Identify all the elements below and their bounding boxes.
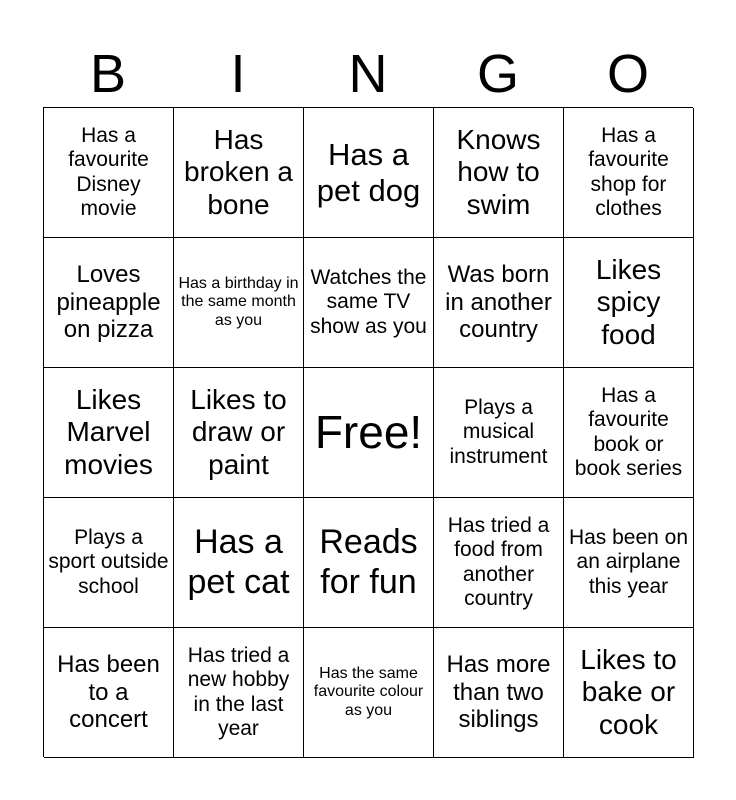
bingo-cell[interactable]: Likes to draw or paint [174,368,304,498]
bingo-cell[interactable]: Has a favourite shop for clothes [564,108,694,238]
bingo-cell[interactable]: Has been to a concert [44,628,174,758]
bingo-cell[interactable]: Was born in another country [434,238,564,368]
bingo-cell[interactable]: Reads for fun [304,498,434,628]
bingo-cell[interactable]: Has a favourite Disney movie [44,108,174,238]
bingo-cell[interactable]: Watches the same TV show as you [304,238,434,368]
bingo-header [43,42,693,106]
bingo-cell[interactable]: Has broken a bone [174,108,304,238]
bingo-cell[interactable]: Has more than two siblings [434,628,564,758]
header-letter-i: I [230,44,246,104]
bingo-cell[interactable]: Loves pineapple on pizza [44,238,174,368]
bingo-cell[interactable]: Plays a sport outside school [44,498,174,628]
bingo-cell[interactable]: Likes to bake or cook [564,628,694,758]
bingo-cell[interactable]: Likes Marvel movies [44,368,174,498]
header-letter-n: N [348,44,388,104]
header-letter-b: B [89,44,127,104]
bingo-cell[interactable]: Has the same favourite colour as you [304,628,434,758]
bingo-cell[interactable]: Knows how to swim [434,108,564,238]
bingo-cell[interactable]: Has been on an airplane this year [564,498,694,628]
bingo-cell[interactable]: Has a pet cat [174,498,304,628]
bingo-cell[interactable]: Has tried a food from another country [434,498,564,628]
bingo-cell[interactable]: Has a birthday in the same month as you [174,238,304,368]
bingo-grid [43,107,693,757]
bingo-cell[interactable]: Has tried a new hobby in the last year [174,628,304,758]
header-letter-o: O [606,44,649,104]
bingo-cell[interactable]: Likes spicy food [564,238,694,368]
bingo-cell[interactable]: Has a favourite book or book series [564,368,694,498]
bingo-cell-free[interactable]: Free! [304,368,434,498]
header-letter-g: G [476,44,519,104]
bingo-cell[interactable]: Plays a musical instrument [434,368,564,498]
bingo-cell[interactable]: Has a pet dog [304,108,434,238]
